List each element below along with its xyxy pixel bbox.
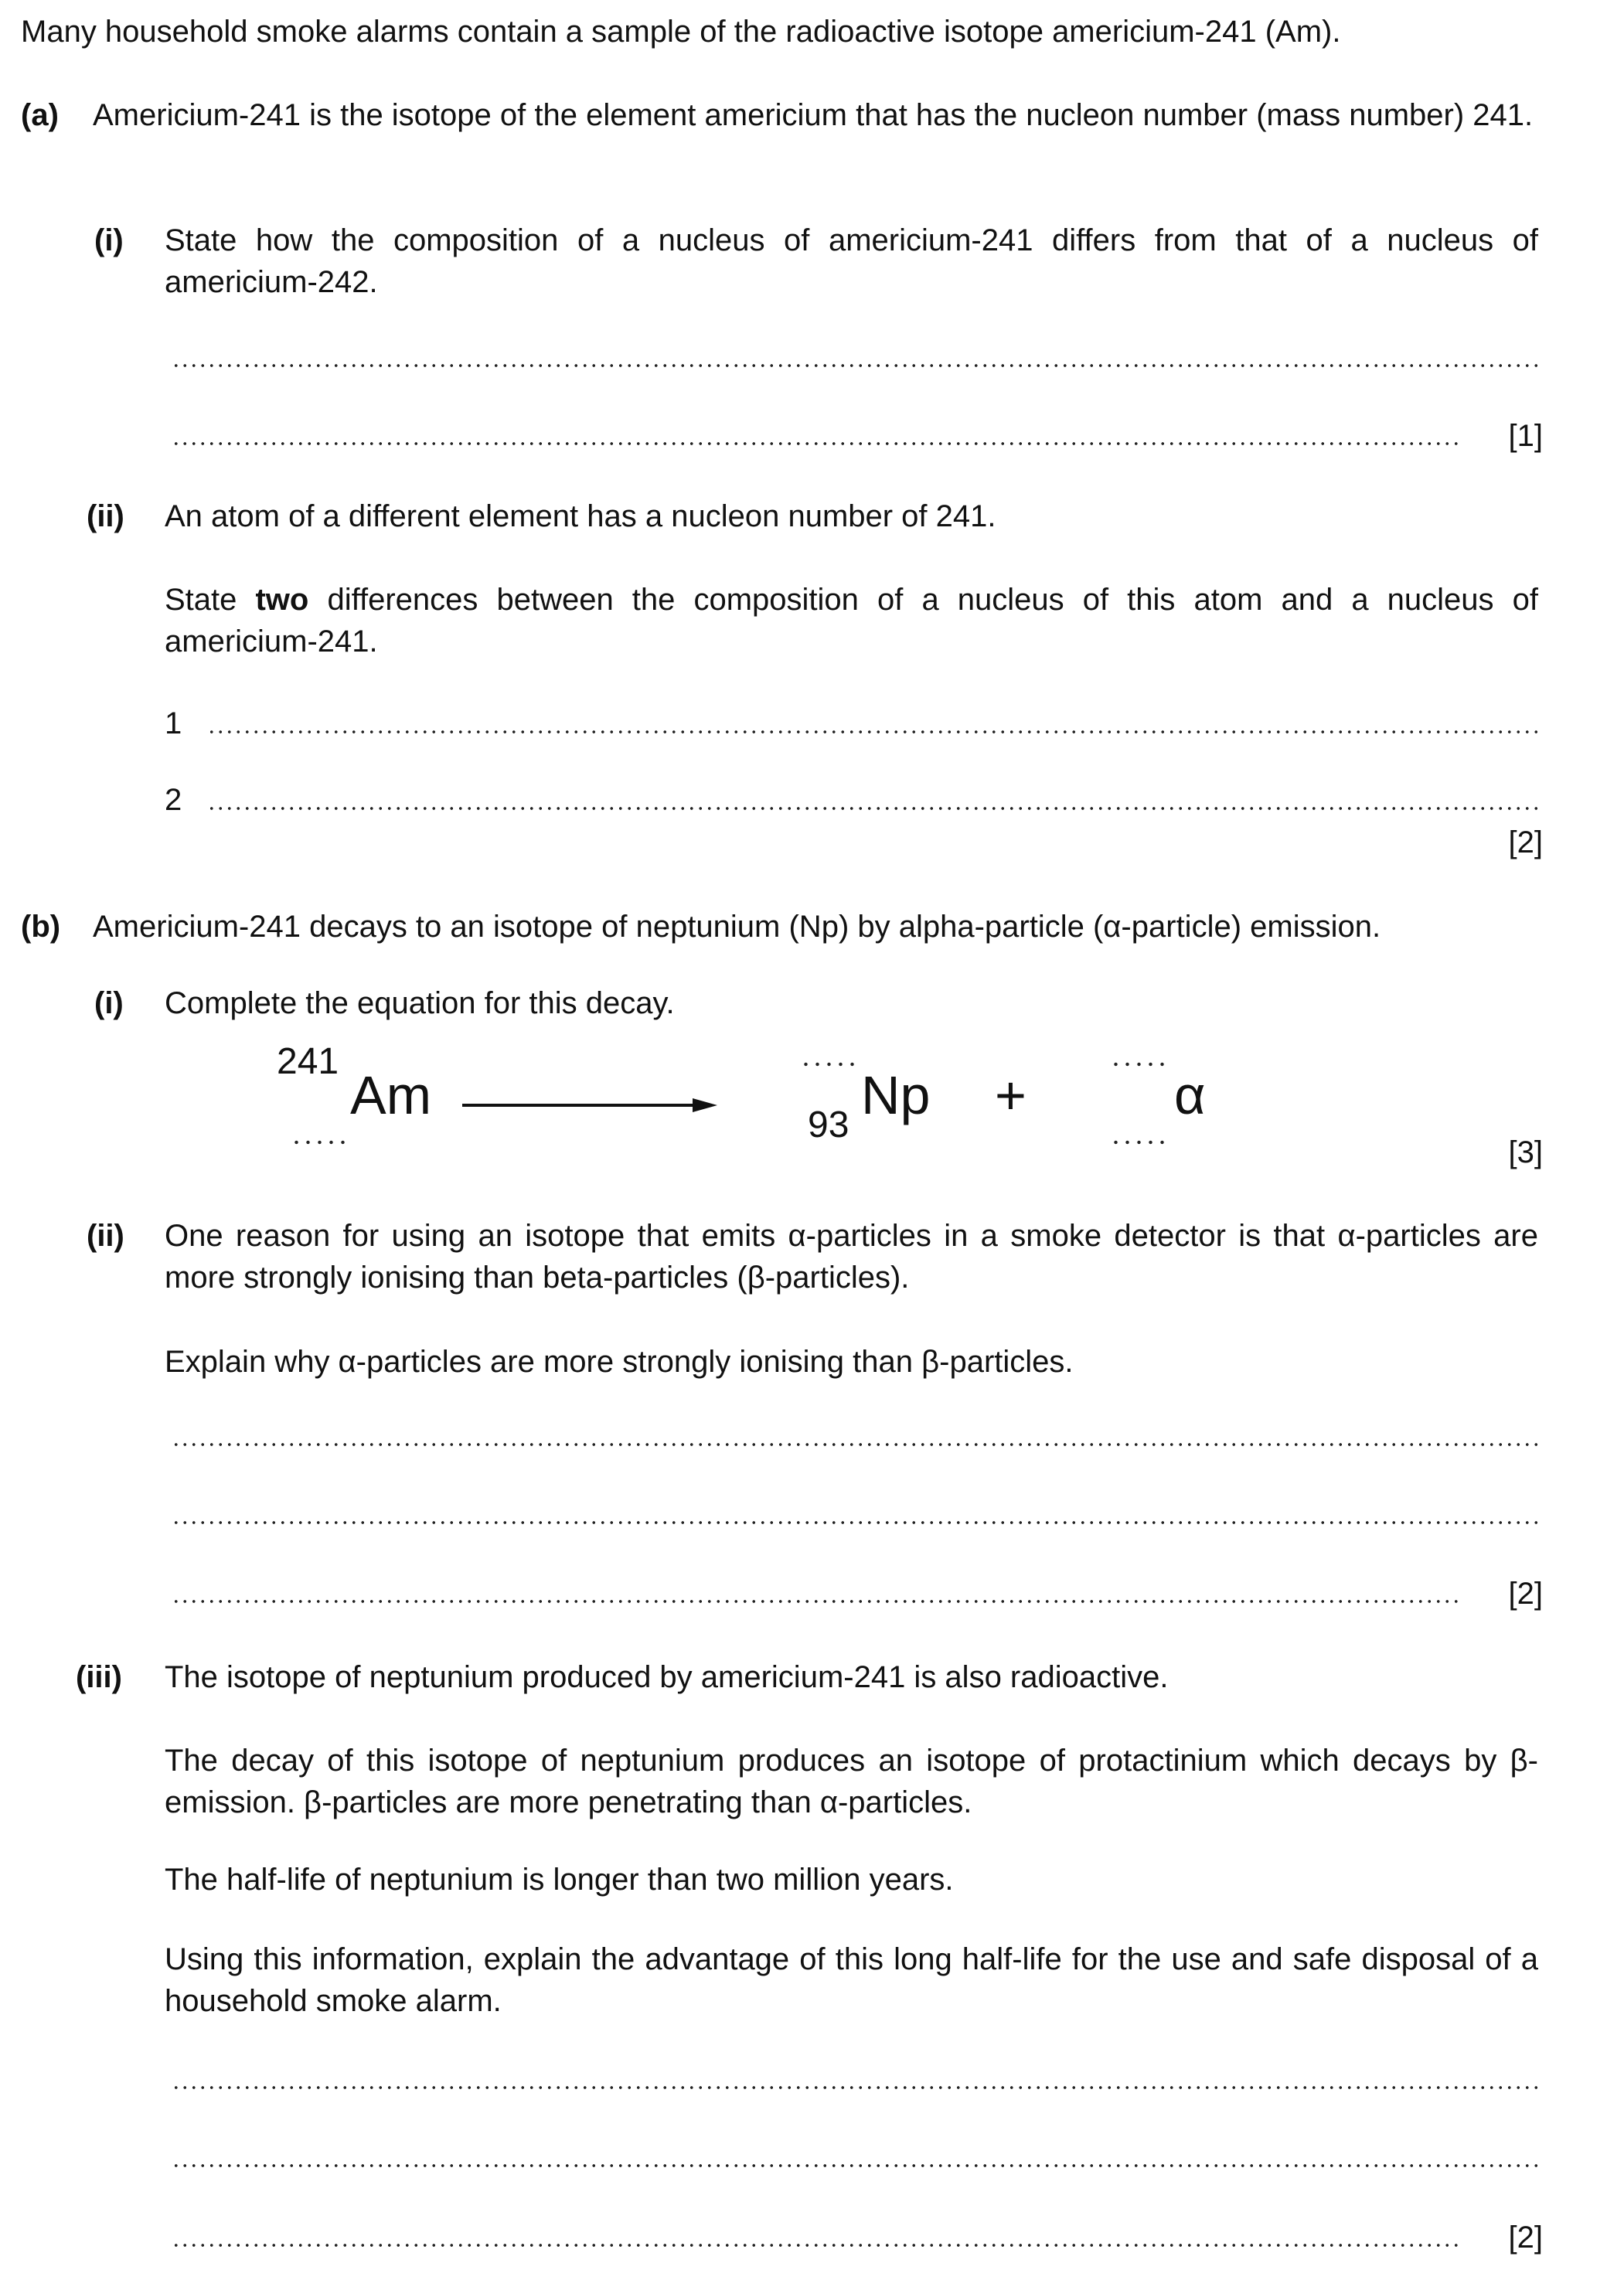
np-symbol: Np xyxy=(861,1065,931,1125)
answer-line-a-ii-1[interactable] xyxy=(207,730,1538,734)
part-a-i-text: State how the composition of a nucleus of americium-241 differs from that of a nucleus of americium-242. xyxy=(165,223,1538,299)
marks-b-iii: [2] xyxy=(1508,2221,1543,2255)
part-b-iii-text2: The decay of this isotope of neptunium produces an isotope of protactinium which decays by β-emission. β-particles are more penetrating than α-particles. xyxy=(165,1744,1538,1819)
part-b-iii-text3: The half-life of neptunium is longer than two million years. xyxy=(165,1863,954,1897)
part-b-ii-text1: One reason for using an isotope that emits α-particles in a smoke detector is that α-particles are more strongly ionising than beta-particles (β-particles). xyxy=(165,1219,1538,1295)
am-mass-number: 241 xyxy=(277,1041,339,1082)
part-a-i-label: (i) xyxy=(94,223,124,257)
marks-a-ii: [2] xyxy=(1508,825,1543,859)
answer-line-b-iii-2[interactable] xyxy=(172,2163,1538,2168)
part-b-label: (b) xyxy=(21,910,61,944)
part-a-ii-text1: An atom of a different element has a nucleon number of 241. xyxy=(165,499,996,533)
answer-line-a-i-1[interactable] xyxy=(172,363,1538,368)
part-b-i-label: (i) xyxy=(94,986,124,1020)
part-a-ii-label: (ii) xyxy=(87,499,124,533)
answer-line-b-iii-1[interactable] xyxy=(172,2085,1538,2090)
part-b-ii-label: (ii) xyxy=(87,1219,124,1253)
plus-sign: + xyxy=(995,1065,1026,1125)
part-b-i-text: Complete the equation for this decay. xyxy=(165,986,675,1020)
alpha-atomic-number-blank[interactable] xyxy=(1110,1140,1167,1145)
answer-line-a-ii-2[interactable] xyxy=(207,806,1538,811)
part-a-text: Americium-241 is the isotope of the element americium that has the nucleon number (mass number) 241. xyxy=(93,98,1534,132)
answer-line-b-iii-3[interactable] xyxy=(172,2243,1459,2248)
reaction-arrow-icon xyxy=(462,1096,717,1115)
np-atomic-number: 93 xyxy=(808,1104,849,1145)
marks-a-i: [1] xyxy=(1508,419,1543,453)
am-atomic-number-blank[interactable] xyxy=(291,1140,348,1145)
part-b-iii-text1: The isotope of neptunium produced by americium-241 is also radioactive. xyxy=(165,1660,1169,1694)
part-b-text: Americium-241 decays to an isotope of neptunium (Np) by alpha-particle (α-particle) emission. xyxy=(93,910,1381,944)
answer-line-b-ii-1[interactable] xyxy=(172,1442,1538,1447)
am-symbol: Am xyxy=(350,1065,431,1125)
alpha-mass-number-blank[interactable] xyxy=(1110,1062,1167,1067)
answer-line-b-ii-3[interactable] xyxy=(172,1599,1459,1604)
marks-b-ii: [2] xyxy=(1508,1577,1543,1611)
part-a-ii-text2: State two differences between the composition of a nucleus of this atom and a nucleus of americium-241. xyxy=(165,583,1538,659)
answer-line-b-ii-2[interactable] xyxy=(172,1520,1538,1525)
answer-line-number-2: 2 xyxy=(165,783,182,817)
answer-line-a-i-2[interactable] xyxy=(172,441,1459,446)
part-b-iii-label: (iii) xyxy=(76,1660,122,1694)
answer-line-number-1: 1 xyxy=(165,706,182,740)
part-b-iii-text4: Using this information, explain the advantage of this long half-life for the use and safe disposal of a household smoke alarm. xyxy=(165,1942,1538,2018)
np-mass-number-blank[interactable] xyxy=(800,1062,857,1067)
part-b-ii-text2: Explain why α-particles are more strongly ionising than β-particles. xyxy=(165,1345,1074,1379)
intro-text: Many household smoke alarms contain a sample of the radioactive isotope americium-241 (Am). xyxy=(21,15,1341,49)
part-a-label: (a) xyxy=(21,98,59,132)
emphasis-two: two xyxy=(255,583,309,617)
marks-b-i: [3] xyxy=(1508,1135,1543,1169)
alpha-symbol: α xyxy=(1174,1065,1206,1125)
